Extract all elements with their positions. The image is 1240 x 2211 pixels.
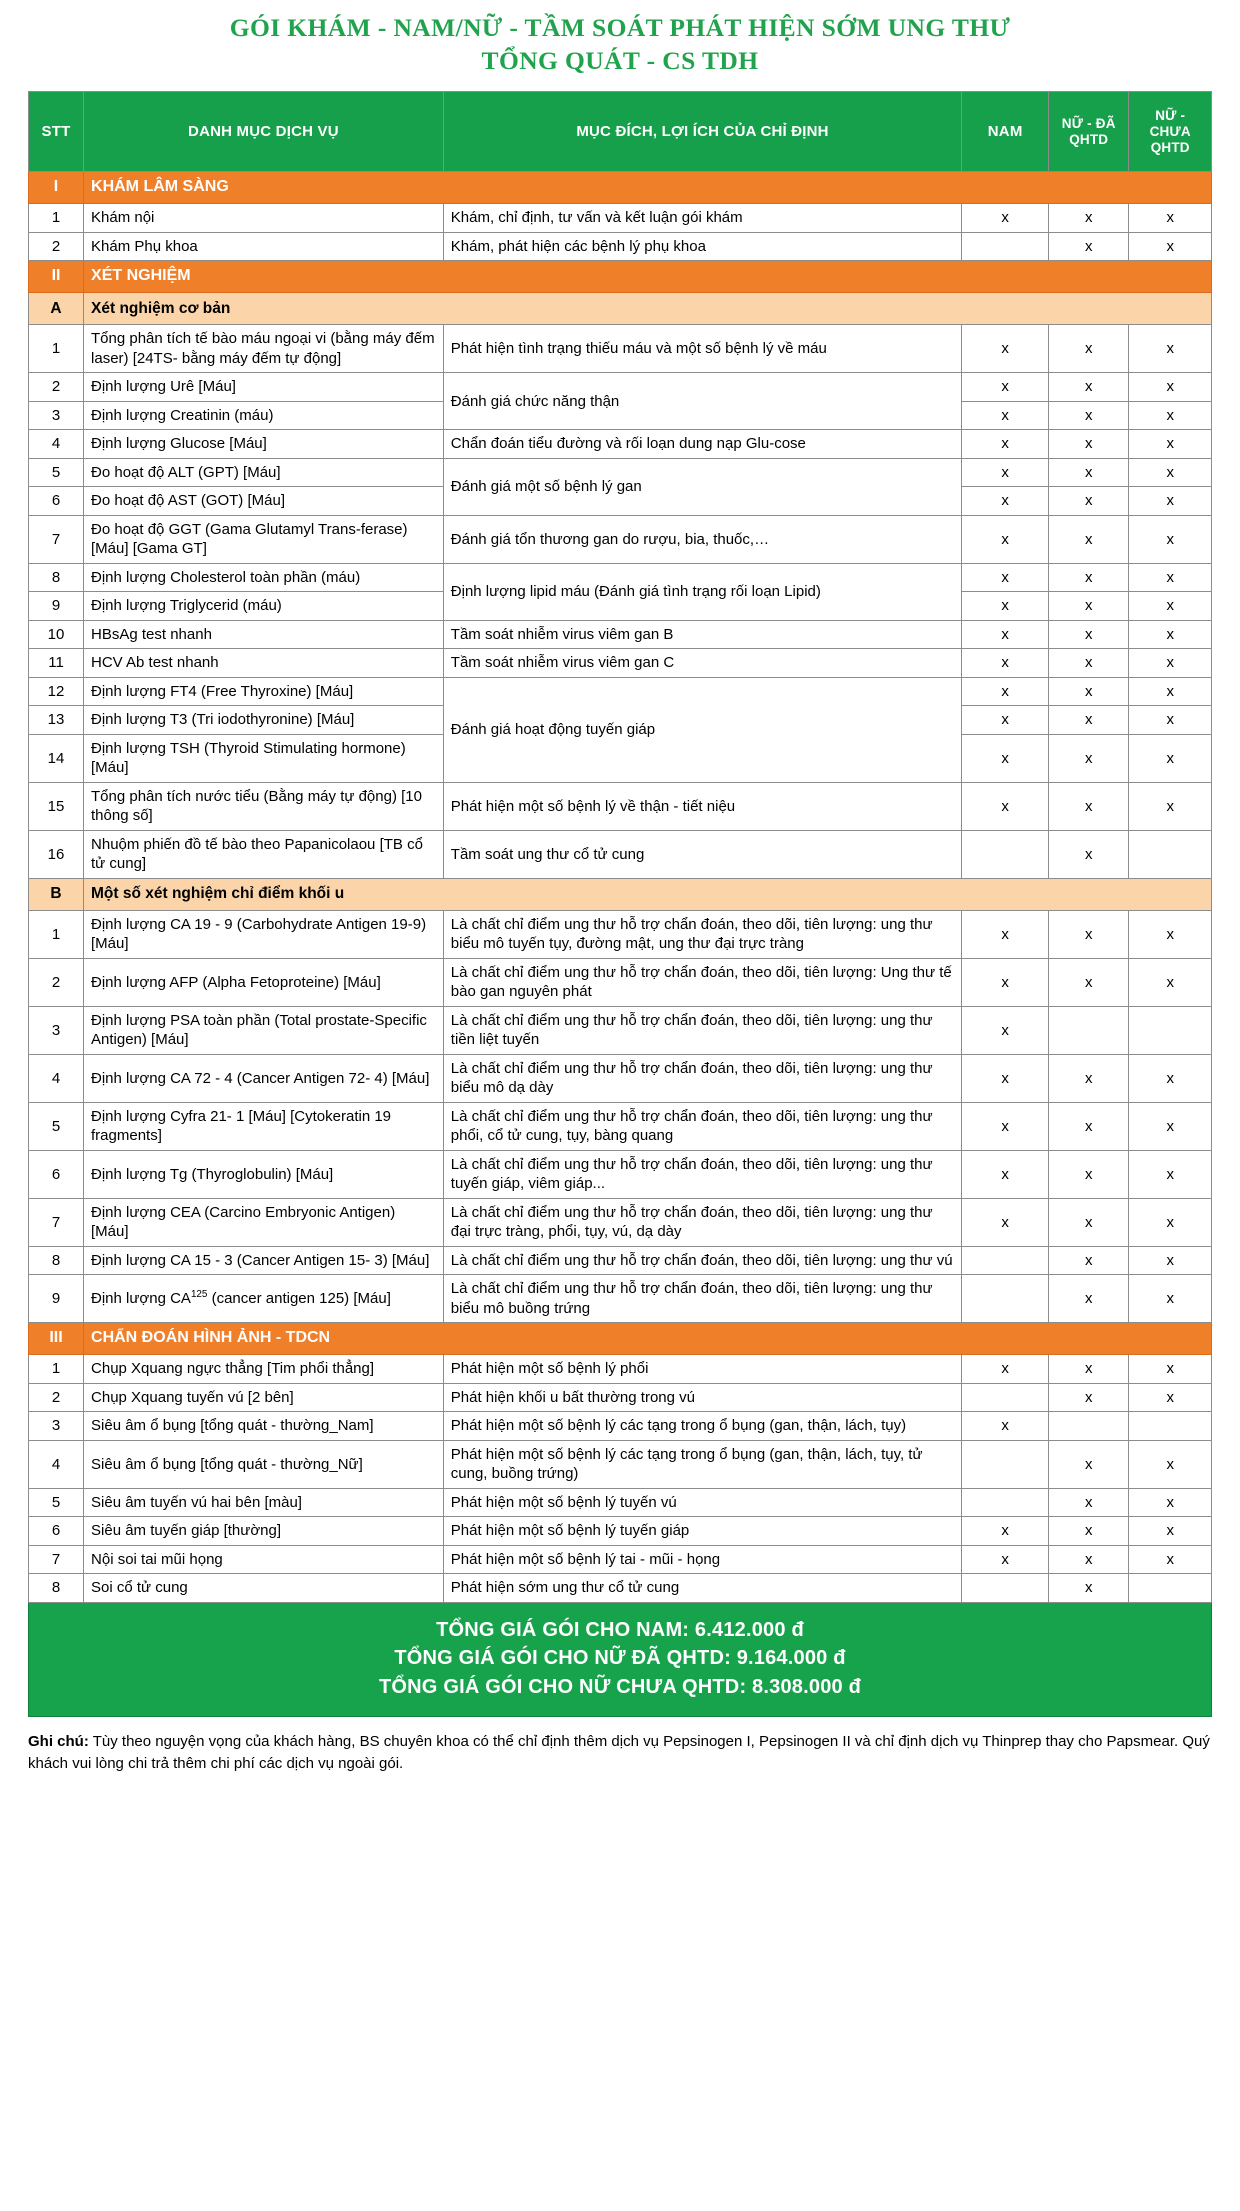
mark-nam: x (962, 958, 1049, 1006)
table-row (29, 1488, 1212, 1517)
row-number: 11 (29, 649, 84, 678)
table-body (29, 172, 1212, 1603)
mark-nu-da-qhtd: x (1049, 373, 1129, 402)
mark-nu-chua-qhtd: x (1129, 677, 1212, 706)
mark-nu-chua-qhtd: x (1129, 1102, 1212, 1150)
col-header-service: DANH MỤC DỊCH VỤ (84, 92, 444, 172)
mark-nu-da-qhtd: x (1049, 1545, 1129, 1574)
row-number: 1 (29, 204, 84, 233)
mark-nu-da-qhtd: x (1049, 325, 1129, 373)
row-number: 1 (29, 325, 84, 373)
row-number: 4 (29, 1054, 84, 1102)
col-header-stt: STT (29, 92, 84, 172)
service-name: Định lượng CA 15 - 3 (Cancer Antigen 15- 3) [Máu] (84, 1246, 444, 1275)
service-name: Siêu âm tuyến vú hai bên [màu] (84, 1488, 444, 1517)
service-name: Khám Phụ khoa (84, 232, 444, 261)
mark-nu-da-qhtd: x (1049, 458, 1129, 487)
mark-nam: x (962, 373, 1049, 402)
table-row (29, 1006, 1212, 1054)
page-title-line-1: GÓI KHÁM - NAM/NỮ - TẦM SOÁT PHÁT HIỆN SỚM UNG THƯ (229, 13, 1011, 42)
row-number: 8 (29, 1574, 84, 1603)
mark-nam (962, 830, 1049, 878)
mark-nu-da-qhtd: x (1049, 1054, 1129, 1102)
service-name: Nội soi tai mũi họng (84, 1545, 444, 1574)
mark-nu-chua-qhtd: x (1129, 1150, 1212, 1198)
table-row (29, 325, 1212, 373)
row-number: 5 (29, 458, 84, 487)
row-number: 7 (29, 1198, 84, 1246)
service-purpose: Đánh giá tổn thương gan do rượu, bia, thuốc,… (443, 515, 961, 563)
table-row (29, 620, 1212, 649)
service-name: Chụp Xquang tuyến vú [2 bên] (84, 1383, 444, 1412)
service-name: Định lượng Triglycerid (máu) (84, 592, 444, 621)
mark-nu-chua-qhtd: x (1129, 458, 1212, 487)
service-name: Định lượng Creatinin (máu) (84, 401, 444, 430)
row-number: 9 (29, 592, 84, 621)
row-number: 1 (29, 910, 84, 958)
service-purpose: Phát hiện một số bệnh lý phổi (443, 1355, 961, 1384)
mark-nu-chua-qhtd: x (1129, 487, 1212, 516)
mark-nam: x (962, 910, 1049, 958)
mark-nu-chua-qhtd: x (1129, 1246, 1212, 1275)
service-purpose: Phát hiện một số bệnh lý tuyến vú (443, 1488, 961, 1517)
mark-nam: x (962, 325, 1049, 373)
mark-nam: x (962, 563, 1049, 592)
mark-nu-da-qhtd: x (1049, 1355, 1129, 1384)
section-label: KHÁM LÂM SÀNG (84, 172, 1212, 204)
mark-nu-chua-qhtd: x (1129, 430, 1212, 459)
mark-nu-da-qhtd: x (1049, 734, 1129, 782)
service-name: Định lượng T3 (Tri iodothyronine) [Máu] (84, 706, 444, 735)
mark-nu-da-qhtd: x (1049, 430, 1129, 459)
mark-nam: x (962, 458, 1049, 487)
mark-nu-da-qhtd (1049, 1412, 1129, 1441)
service-purpose: Là chất chỉ điểm ung thư hỗ trợ chẩn đoán, theo dõi, tiên lượng: ung thư tiền liệt tuyến (443, 1006, 961, 1054)
mark-nu-da-qhtd: x (1049, 1440, 1129, 1488)
service-purpose: Là chất chỉ điểm ung thư hỗ trợ chẩn đoán, theo dõi, tiên lượng: ung thư vú (443, 1246, 961, 1275)
services-table (28, 91, 1212, 1603)
service-purpose: Phát hiện tình trạng thiếu máu và một số bệnh lý về máu (443, 325, 961, 373)
mark-nu-chua-qhtd: x (1129, 232, 1212, 261)
footnote (28, 1731, 1212, 1775)
table-row (29, 458, 1212, 487)
mark-nam: x (962, 401, 1049, 430)
row-number: 5 (29, 1102, 84, 1150)
table-row (29, 373, 1212, 402)
subsection-label: Xét nghiệm cơ bản (84, 293, 1212, 325)
row-number: 7 (29, 1545, 84, 1574)
service-name: Tổng phân tích tế bào máu ngoại vi (bằng máy đếm laser) [24TS- bằng máy đếm tự động] (84, 325, 444, 373)
mark-nu-da-qhtd: x (1049, 515, 1129, 563)
service-name: Định lượng Cholesterol toàn phần (máu) (84, 563, 444, 592)
service-name: Đo hoạt độ AST (GOT) [Máu] (84, 487, 444, 516)
row-number: 10 (29, 620, 84, 649)
totals-panel (28, 1603, 1212, 1717)
row-number: 16 (29, 830, 84, 878)
subsection-row (29, 293, 1212, 325)
table-row (29, 204, 1212, 233)
mark-nu-chua-qhtd: x (1129, 592, 1212, 621)
mark-nu-da-qhtd: x (1049, 958, 1129, 1006)
service-purpose: Đánh giá hoạt động tuyến giáp (443, 677, 961, 782)
service-name: Siêu âm ổ bụng [tổng quát - thường_Nữ] (84, 1440, 444, 1488)
mark-nu-da-qhtd: x (1049, 910, 1129, 958)
table-row (29, 1574, 1212, 1603)
service-purpose: Là chất chỉ điểm ung thư hỗ trợ chẩn đoán, theo dõi, tiên lượng: Ung thư tế bào gan nguyên phát (443, 958, 961, 1006)
footnote-text: Tùy theo nguyện vọng của khách hàng, BS chuyên khoa có thể chỉ định thêm dịch vụ Pepsinogen I, Pepsinogen II và chỉ định dịch vụ Thinprep thay cho Papsmear. Quý khách vui lòng chi trả thêm chi phí các dịch vụ ngoài gói. (28, 1732, 1210, 1772)
mark-nam: x (962, 1198, 1049, 1246)
row-number: 6 (29, 1150, 84, 1198)
mark-nu-chua-qhtd: x (1129, 1545, 1212, 1574)
section-number: I (29, 172, 84, 204)
row-number: 3 (29, 1412, 84, 1441)
service-name: Định lượng FT4 (Free Thyroxine) [Máu] (84, 677, 444, 706)
mark-nu-chua-qhtd: x (1129, 649, 1212, 678)
mark-nu-chua-qhtd: x (1129, 401, 1212, 430)
service-purpose: Phát hiện một số bệnh lý tai - mũi - họng (443, 1545, 961, 1574)
mark-nu-chua-qhtd: x (1129, 620, 1212, 649)
mark-nu-chua-qhtd: x (1129, 1383, 1212, 1412)
table-row (29, 1275, 1212, 1323)
mark-nu-da-qhtd: x (1049, 1150, 1129, 1198)
service-purpose: Phát hiện sớm ung thư cổ tử cung (443, 1574, 961, 1603)
table-row (29, 1412, 1212, 1441)
service-name: Siêu âm ổ bụng [tổng quát - thường_Nam] (84, 1412, 444, 1441)
mark-nu-da-qhtd: x (1049, 204, 1129, 233)
service-purpose: Chẩn đoán tiểu đường và rối loạn dung nạp Glu-cose (443, 430, 961, 459)
service-purpose: Tầm soát nhiễm virus viêm gan C (443, 649, 961, 678)
service-purpose: Là chất chỉ điểm ung thư hỗ trợ chẩn đoán, theo dõi, tiên lượng: ung thư tuyến giáp, viêm giáp... (443, 1150, 961, 1198)
service-name: Định lượng CA 72 - 4 (Cancer Antigen 72- 4) [Máu] (84, 1054, 444, 1102)
service-name: HBsAg test nhanh (84, 620, 444, 649)
service-name: Đo hoạt độ GGT (Gama Glutamyl Trans-ferase) [Máu] [Gama GT] (84, 515, 444, 563)
mark-nam: x (962, 620, 1049, 649)
service-purpose: Tầm soát ung thư cổ tử cung (443, 830, 961, 878)
service-purpose: Khám, chỉ định, tư vấn và kết luận gói khám (443, 204, 961, 233)
service-purpose: Là chất chỉ điểm ung thư hỗ trợ chẩn đoán, theo dõi, tiên lượng: ung thư đại trực tràng, phổi, tụy, vú, dạ dày (443, 1198, 961, 1246)
mark-nu-da-qhtd: x (1049, 677, 1129, 706)
mark-nam: x (962, 1517, 1049, 1546)
table-row (29, 1383, 1212, 1412)
service-name: Chụp Xquang ngực thẳng [Tim phổi thẳng] (84, 1355, 444, 1384)
mark-nam: x (962, 1150, 1049, 1198)
subsection-number: A (29, 293, 84, 325)
mark-nam: x (962, 204, 1049, 233)
mark-nu-da-qhtd: x (1049, 487, 1129, 516)
mark-nu-chua-qhtd: x (1129, 1488, 1212, 1517)
mark-nu-chua-qhtd (1129, 1412, 1212, 1441)
page-title-line-2: TỔNG QUÁT - CS TDH (481, 45, 759, 75)
mark-nu-chua-qhtd (1129, 1574, 1212, 1603)
table-row (29, 830, 1212, 878)
mark-nu-da-qhtd: x (1049, 1198, 1129, 1246)
service-purpose: Đánh giá một số bệnh lý gan (443, 458, 961, 515)
mark-nu-da-qhtd: x (1049, 232, 1129, 261)
subsection-row (29, 878, 1212, 910)
mark-nam: x (962, 734, 1049, 782)
subsection-number: B (29, 878, 84, 910)
table-row (29, 563, 1212, 592)
mark-nu-da-qhtd: x (1049, 1102, 1129, 1150)
mark-nam: x (962, 706, 1049, 735)
table-row (29, 1198, 1212, 1246)
mark-nam: x (962, 592, 1049, 621)
row-number: 2 (29, 958, 84, 1006)
row-number: 5 (29, 1488, 84, 1517)
mark-nam: x (962, 1006, 1049, 1054)
table-row (29, 782, 1212, 830)
section-label: XÉT NGHIỆM (84, 261, 1212, 293)
row-number: 3 (29, 1006, 84, 1054)
total-price-nu-chua-qhtd: TỔNG GIÁ GÓI CHO NỮ CHƯA QHTD: 8.308.000 đ (378, 1675, 862, 1698)
mark-nu-da-qhtd: x (1049, 1383, 1129, 1412)
mark-nam: x (962, 649, 1049, 678)
service-name: HCV Ab test nhanh (84, 649, 444, 678)
service-purpose: Là chất chỉ điểm ung thư hỗ trợ chẩn đoán, theo dõi, tiên lượng: ung thư biểu mô buồng trứng (443, 1275, 961, 1323)
mark-nu-da-qhtd: x (1049, 620, 1129, 649)
mark-nu-chua-qhtd: x (1129, 204, 1212, 233)
table-row (29, 1545, 1212, 1574)
table-row (29, 1054, 1212, 1102)
mark-nu-chua-qhtd (1129, 1006, 1212, 1054)
table-row (29, 232, 1212, 261)
service-purpose: Tầm soát nhiễm virus viêm gan B (443, 620, 961, 649)
services-table-wrap (0, 91, 1240, 1603)
table-row (29, 1440, 1212, 1488)
row-number: 7 (29, 515, 84, 563)
total-price-nu-da-qhtd: TỔNG GIÁ GÓI CHO NỮ ĐÃ QHTD: 9.164.000 đ (394, 1647, 846, 1670)
row-number: 2 (29, 232, 84, 261)
mark-nu-da-qhtd: x (1049, 592, 1129, 621)
table-header (29, 92, 1212, 172)
row-number: 3 (29, 401, 84, 430)
mark-nu-chua-qhtd: x (1129, 1517, 1212, 1546)
mark-nu-chua-qhtd: x (1129, 515, 1212, 563)
table-header-row (29, 92, 1212, 172)
row-number: 12 (29, 677, 84, 706)
table-row (29, 1102, 1212, 1150)
row-number: 14 (29, 734, 84, 782)
row-number: 4 (29, 430, 84, 459)
row-number: 2 (29, 373, 84, 402)
section-number: II (29, 261, 84, 293)
col-header-nu-da-qhtd: NỮ - ĐÃ QHTD (1049, 92, 1129, 172)
mark-nam: x (962, 430, 1049, 459)
page-title (0, 0, 1240, 91)
service-name: Định lượng Urê [Máu] (84, 373, 444, 402)
mark-nu-da-qhtd: x (1049, 1275, 1129, 1323)
service-purpose: Đánh giá chức năng thận (443, 373, 961, 430)
mark-nu-da-qhtd: x (1049, 1517, 1129, 1546)
row-number: 8 (29, 1246, 84, 1275)
mark-nam: x (962, 487, 1049, 516)
mark-nu-da-qhtd: x (1049, 782, 1129, 830)
service-name: Định lượng CA$^{125}$ (cancer antigen 125) [Máu] (84, 1275, 444, 1323)
service-name: Nhuộm phiến đồ tế bào theo Papanicolaou [TB cổ tử cung] (84, 830, 444, 878)
mark-nam: x (962, 782, 1049, 830)
table-row (29, 1355, 1212, 1384)
mark-nam: x (962, 1545, 1049, 1574)
service-name: Định lượng CA 19 - 9 (Carbohydrate Antigen 19-9) [Máu] (84, 910, 444, 958)
mark-nam: x (962, 1355, 1049, 1384)
footnote-label: Ghi chú: (28, 1732, 89, 1750)
service-purpose: Phát hiện một số bệnh lý các tạng trong ổ bụng (gan, thận, lách, tụy, tử cung, buồng trứng) (443, 1440, 961, 1488)
service-purpose: Là chất chỉ điểm ung thư hỗ trợ chẩn đoán, theo dõi, tiên lượng: ung thư biểu mô dạ dày (443, 1054, 961, 1102)
mark-nu-chua-qhtd: x (1129, 1198, 1212, 1246)
mark-nam: x (962, 1412, 1049, 1441)
service-name: Khám nội (84, 204, 444, 233)
mark-nam: x (962, 515, 1049, 563)
table-row (29, 677, 1212, 706)
mark-nu-chua-qhtd: x (1129, 706, 1212, 735)
service-purpose: Phát hiện một số bệnh lý tuyến giáp (443, 1517, 961, 1546)
mark-nam: x (962, 1054, 1049, 1102)
row-number: 1 (29, 1355, 84, 1384)
row-number: 4 (29, 1440, 84, 1488)
service-name: Đo hoạt độ ALT (GPT) [Máu] (84, 458, 444, 487)
section-row (29, 172, 1212, 204)
table-row (29, 1150, 1212, 1198)
service-name: Định lượng TSH (Thyroid Stimulating hormone) [Máu] (84, 734, 444, 782)
mark-nam: x (962, 677, 1049, 706)
service-name: Định lượng Tg (Thyroglobulin) [Máu] (84, 1150, 444, 1198)
service-name: Soi cổ tử cung (84, 1574, 444, 1603)
mark-nu-da-qhtd: x (1049, 1574, 1129, 1603)
service-name: Định lượng CEA (Carcino Embryonic Antigen) [Máu] (84, 1198, 444, 1246)
table-row (29, 910, 1212, 958)
mark-nu-chua-qhtd: x (1129, 1440, 1212, 1488)
col-header-nam: NAM (962, 92, 1049, 172)
table-row (29, 1517, 1212, 1546)
mark-nam (962, 1488, 1049, 1517)
mark-nu-chua-qhtd (1129, 830, 1212, 878)
total-price-nam: TỔNG GIÁ GÓI CHO NAM: 6.412.000 đ (436, 1618, 804, 1641)
service-name: Siêu âm tuyến giáp [thường] (84, 1517, 444, 1546)
mark-nu-da-qhtd: x (1049, 563, 1129, 592)
mark-nu-da-qhtd: x (1049, 401, 1129, 430)
mark-nu-chua-qhtd: x (1129, 325, 1212, 373)
service-purpose: Là chất chỉ điểm ung thư hỗ trợ chẩn đoán, theo dõi, tiên lượng: ung thư biểu mô tuyến tụy, đường mật, ung thư đại trực tràng (443, 910, 961, 958)
mark-nam (962, 1440, 1049, 1488)
service-name: Tổng phân tích nước tiểu (Bằng máy tự động) [10 thông số] (84, 782, 444, 830)
mark-nu-chua-qhtd: x (1129, 958, 1212, 1006)
col-header-purpose: MỤC ĐÍCH, LỢI ÍCH CỦA CHỈ ĐỊNH (443, 92, 961, 172)
table-row (29, 515, 1212, 563)
row-number: 9 (29, 1275, 84, 1323)
table-row (29, 430, 1212, 459)
mark-nu-chua-qhtd: x (1129, 1054, 1212, 1102)
subsection-label: Một số xét nghiệm chỉ điểm khối u (84, 878, 1212, 910)
service-name: Định lượng AFP (Alpha Fetoproteine) [Máu] (84, 958, 444, 1006)
mark-nu-da-qhtd: x (1049, 649, 1129, 678)
mark-nu-da-qhtd: x (1049, 1246, 1129, 1275)
section-row (29, 261, 1212, 293)
section-row (29, 1323, 1212, 1355)
mark-nu-chua-qhtd: x (1129, 910, 1212, 958)
service-purpose: Định lượng lipid máu (Đánh giá tình trạng rối loạn Lipid) (443, 563, 961, 620)
row-number: 6 (29, 1517, 84, 1546)
mark-nam (962, 1574, 1049, 1603)
table-row (29, 1246, 1212, 1275)
mark-nam (962, 1383, 1049, 1412)
service-purpose: Phát hiện một số bệnh lý các tạng trong ổ bụng (gan, thận, lách, tụy) (443, 1412, 961, 1441)
row-number: 13 (29, 706, 84, 735)
mark-nu-chua-qhtd: x (1129, 373, 1212, 402)
mark-nu-da-qhtd: x (1049, 706, 1129, 735)
mark-nam (962, 232, 1049, 261)
section-label: CHẨN ĐOÁN HÌNH ẢNH - TDCN (84, 1323, 1212, 1355)
service-purpose: Phát hiện một số bệnh lý về thận - tiết niệu (443, 782, 961, 830)
mark-nu-da-qhtd (1049, 1006, 1129, 1054)
row-number: 15 (29, 782, 84, 830)
mark-nu-chua-qhtd: x (1129, 734, 1212, 782)
mark-nu-da-qhtd: x (1049, 1488, 1129, 1517)
row-number: 2 (29, 1383, 84, 1412)
section-number: III (29, 1323, 84, 1355)
mark-nu-chua-qhtd: x (1129, 782, 1212, 830)
mark-nam (962, 1275, 1049, 1323)
mark-nu-chua-qhtd: x (1129, 1355, 1212, 1384)
mark-nu-chua-qhtd: x (1129, 563, 1212, 592)
mark-nam: x (962, 1102, 1049, 1150)
mark-nu-chua-qhtd: x (1129, 1275, 1212, 1323)
row-number: 6 (29, 487, 84, 516)
col-header-nu-chua-qhtd: NỮ - CHƯA QHTD (1129, 92, 1212, 172)
service-purpose: Khám, phát hiện các bệnh lý phụ khoa (443, 232, 961, 261)
service-name: Định lượng Cyfra 21- 1 [Máu] [Cytokeratin 19 fragments] (84, 1102, 444, 1150)
service-purpose: Là chất chỉ điểm ung thư hỗ trợ chẩn đoán, theo dõi, tiên lượng: ung thư phổi, cổ tử cung, tụy, bàng quang (443, 1102, 961, 1150)
service-name: Định lượng PSA toàn phần (Total prostate-Specific Antigen) [Máu] (84, 1006, 444, 1054)
row-number: 8 (29, 563, 84, 592)
mark-nu-da-qhtd: x (1049, 830, 1129, 878)
table-row (29, 649, 1212, 678)
service-purpose: Phát hiện khối u bất thường trong vú (443, 1383, 961, 1412)
mark-nam (962, 1246, 1049, 1275)
service-name: Định lượng Glucose [Máu] (84, 430, 444, 459)
table-row (29, 958, 1212, 1006)
